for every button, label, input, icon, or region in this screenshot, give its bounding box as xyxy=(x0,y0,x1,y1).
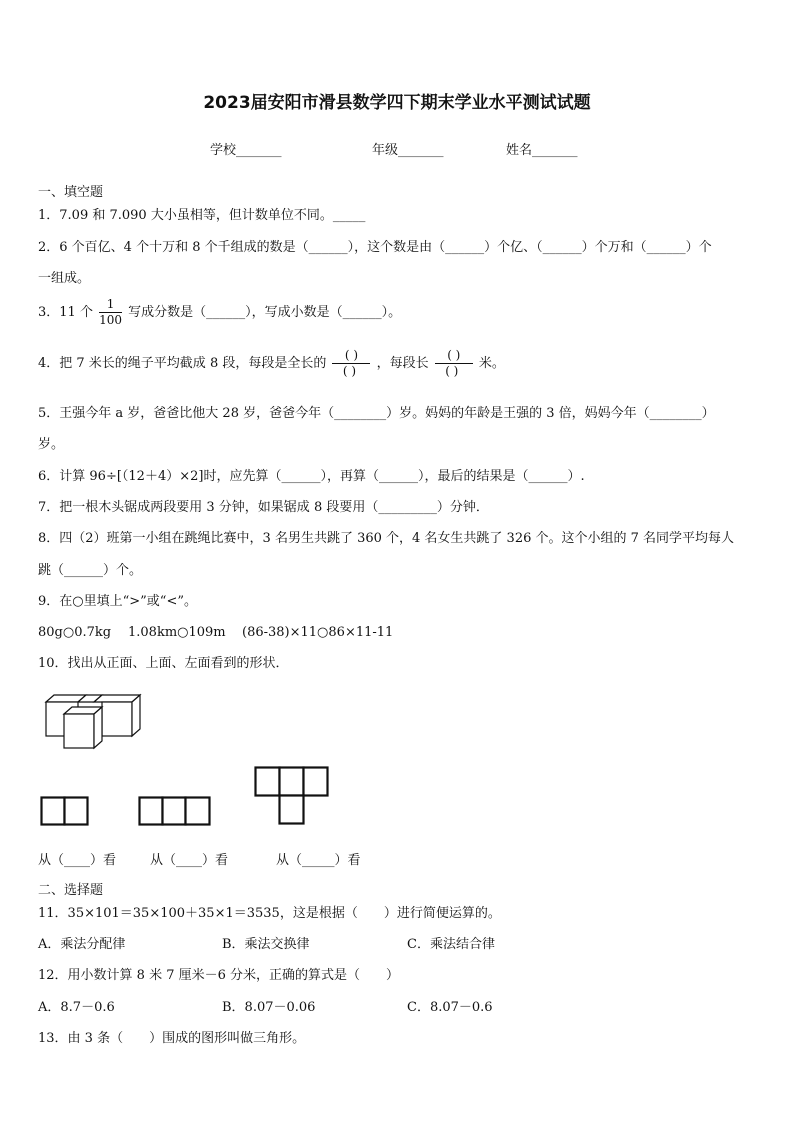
blank-fraction-1 xyxy=(332,348,370,379)
view-shape-three-squares xyxy=(138,796,212,826)
question-4 xyxy=(38,348,505,379)
section-fill-heading: 一、填空题 xyxy=(38,185,104,200)
fraction-denominator: 100 xyxy=(99,313,122,327)
question-2-line-1: 2．6 个百亿、4 个十万和 8 个千组成的数是（______），这个数是由（______）个亿、（______）个万和（______）个 xyxy=(38,240,712,255)
view-shape-two-squares xyxy=(40,796,90,826)
question-11: 11．35×101＝35×100＋35×1＝3535，这是根据（ ）进行简便运算的。 xyxy=(38,906,501,921)
question-5-line-1: 5．王强今年 a 岁，爸爸比他大 28 岁，爸爸今年（________）岁。妈妈的年龄是王强的 3 倍，妈妈今年（________） xyxy=(38,406,715,421)
q11-option-a: A．乘法分配律 xyxy=(38,937,126,952)
fraction-1-100 xyxy=(99,297,122,328)
blank-fraction-2 xyxy=(435,348,473,379)
view-label-3: 从（_____）看 xyxy=(276,853,361,868)
question-4-middle: ，每段长 xyxy=(376,356,429,371)
blank-fraction-denominator: ( ) xyxy=(445,364,459,378)
question-5-line-2: 岁。 xyxy=(38,437,65,452)
question-6: 6．计算 96÷[（12＋4）×2]时，应先算（______），再算（______），最后的结果是（______）. xyxy=(38,469,585,484)
q9-item-3: (86-38)×11○86×11-11 xyxy=(242,625,394,640)
page-title: 2023届安阳市滑县数学四下期末学业水平测试试题 xyxy=(203,93,591,113)
q12-option-a: A．8.7－0.6 xyxy=(38,1000,115,1015)
question-9: 9．在○里填上“>”或“<”。 xyxy=(38,594,197,609)
view-shape-t-shape xyxy=(254,766,330,826)
q12-option-b: B．8.07－0.06 xyxy=(222,1000,316,1015)
q9-item-2: 1.08km○109m xyxy=(128,625,226,640)
question-3-suffix: 写成分数是（______），写成小数是（______）。 xyxy=(128,305,402,320)
question-12: 12．用小数计算 8 米 7 厘米－6 分米，正确的算式是（ ） xyxy=(38,968,400,983)
blank-fraction-denominator: ( ) xyxy=(342,364,357,378)
view-label-1: 从（____）看 xyxy=(38,853,117,868)
cube-stack-figure xyxy=(40,692,144,752)
question-4-suffix: 米。 xyxy=(478,356,505,371)
q11-option-c: C．乘法结合律 xyxy=(407,937,495,952)
question-8-line-1: 8．四（2）班第一小组在跳绳比赛中，3 名男生共跳了 360 个，4 名女生共跳了 326 个。这个小组的 7 名同学平均每人 xyxy=(38,531,735,546)
question-1: 1．7.09 和 7.090 大小虽相等，但计数单位不同。_____ xyxy=(38,208,366,223)
grade-field: 年级_______ xyxy=(372,143,444,158)
blank-fraction-numerator: ( ) xyxy=(332,348,370,364)
q9-item-1: 80g○0.7kg xyxy=(38,625,112,640)
fraction-numerator: 1 xyxy=(99,297,122,313)
question-2-line-2: 一组成。 xyxy=(38,271,91,286)
question-3 xyxy=(38,297,401,328)
question-10: 10．找出从正面、上面、左面看到的形状． xyxy=(38,656,289,671)
blank-fraction-numerator: ( ) xyxy=(435,348,473,364)
section-choice-heading: 二、选择题 xyxy=(38,883,104,898)
question-13: 13．由 3 条（ ）围成的图形叫做三角形。 xyxy=(38,1031,306,1046)
question-8-line-2: 跳（______）个。 xyxy=(38,563,143,578)
school-field: 学校_______ xyxy=(210,143,282,158)
q12-option-c: C．8.07－0.6 xyxy=(407,1000,493,1015)
q11-option-b: B．乘法交换律 xyxy=(222,937,310,952)
question-4-prefix: 4．把 7 米长的绳子平均截成 8 段，每段是全长的 xyxy=(38,356,327,371)
question-3-prefix: 3．11 个 xyxy=(38,305,93,320)
name-field: 姓名_______ xyxy=(506,143,578,158)
question-7: 7．把一根木头锯成两段要用 3 分钟，如果锯成 8 段要用（_________）分钟． xyxy=(38,500,489,515)
view-label-2: 从（____）看 xyxy=(150,853,229,868)
